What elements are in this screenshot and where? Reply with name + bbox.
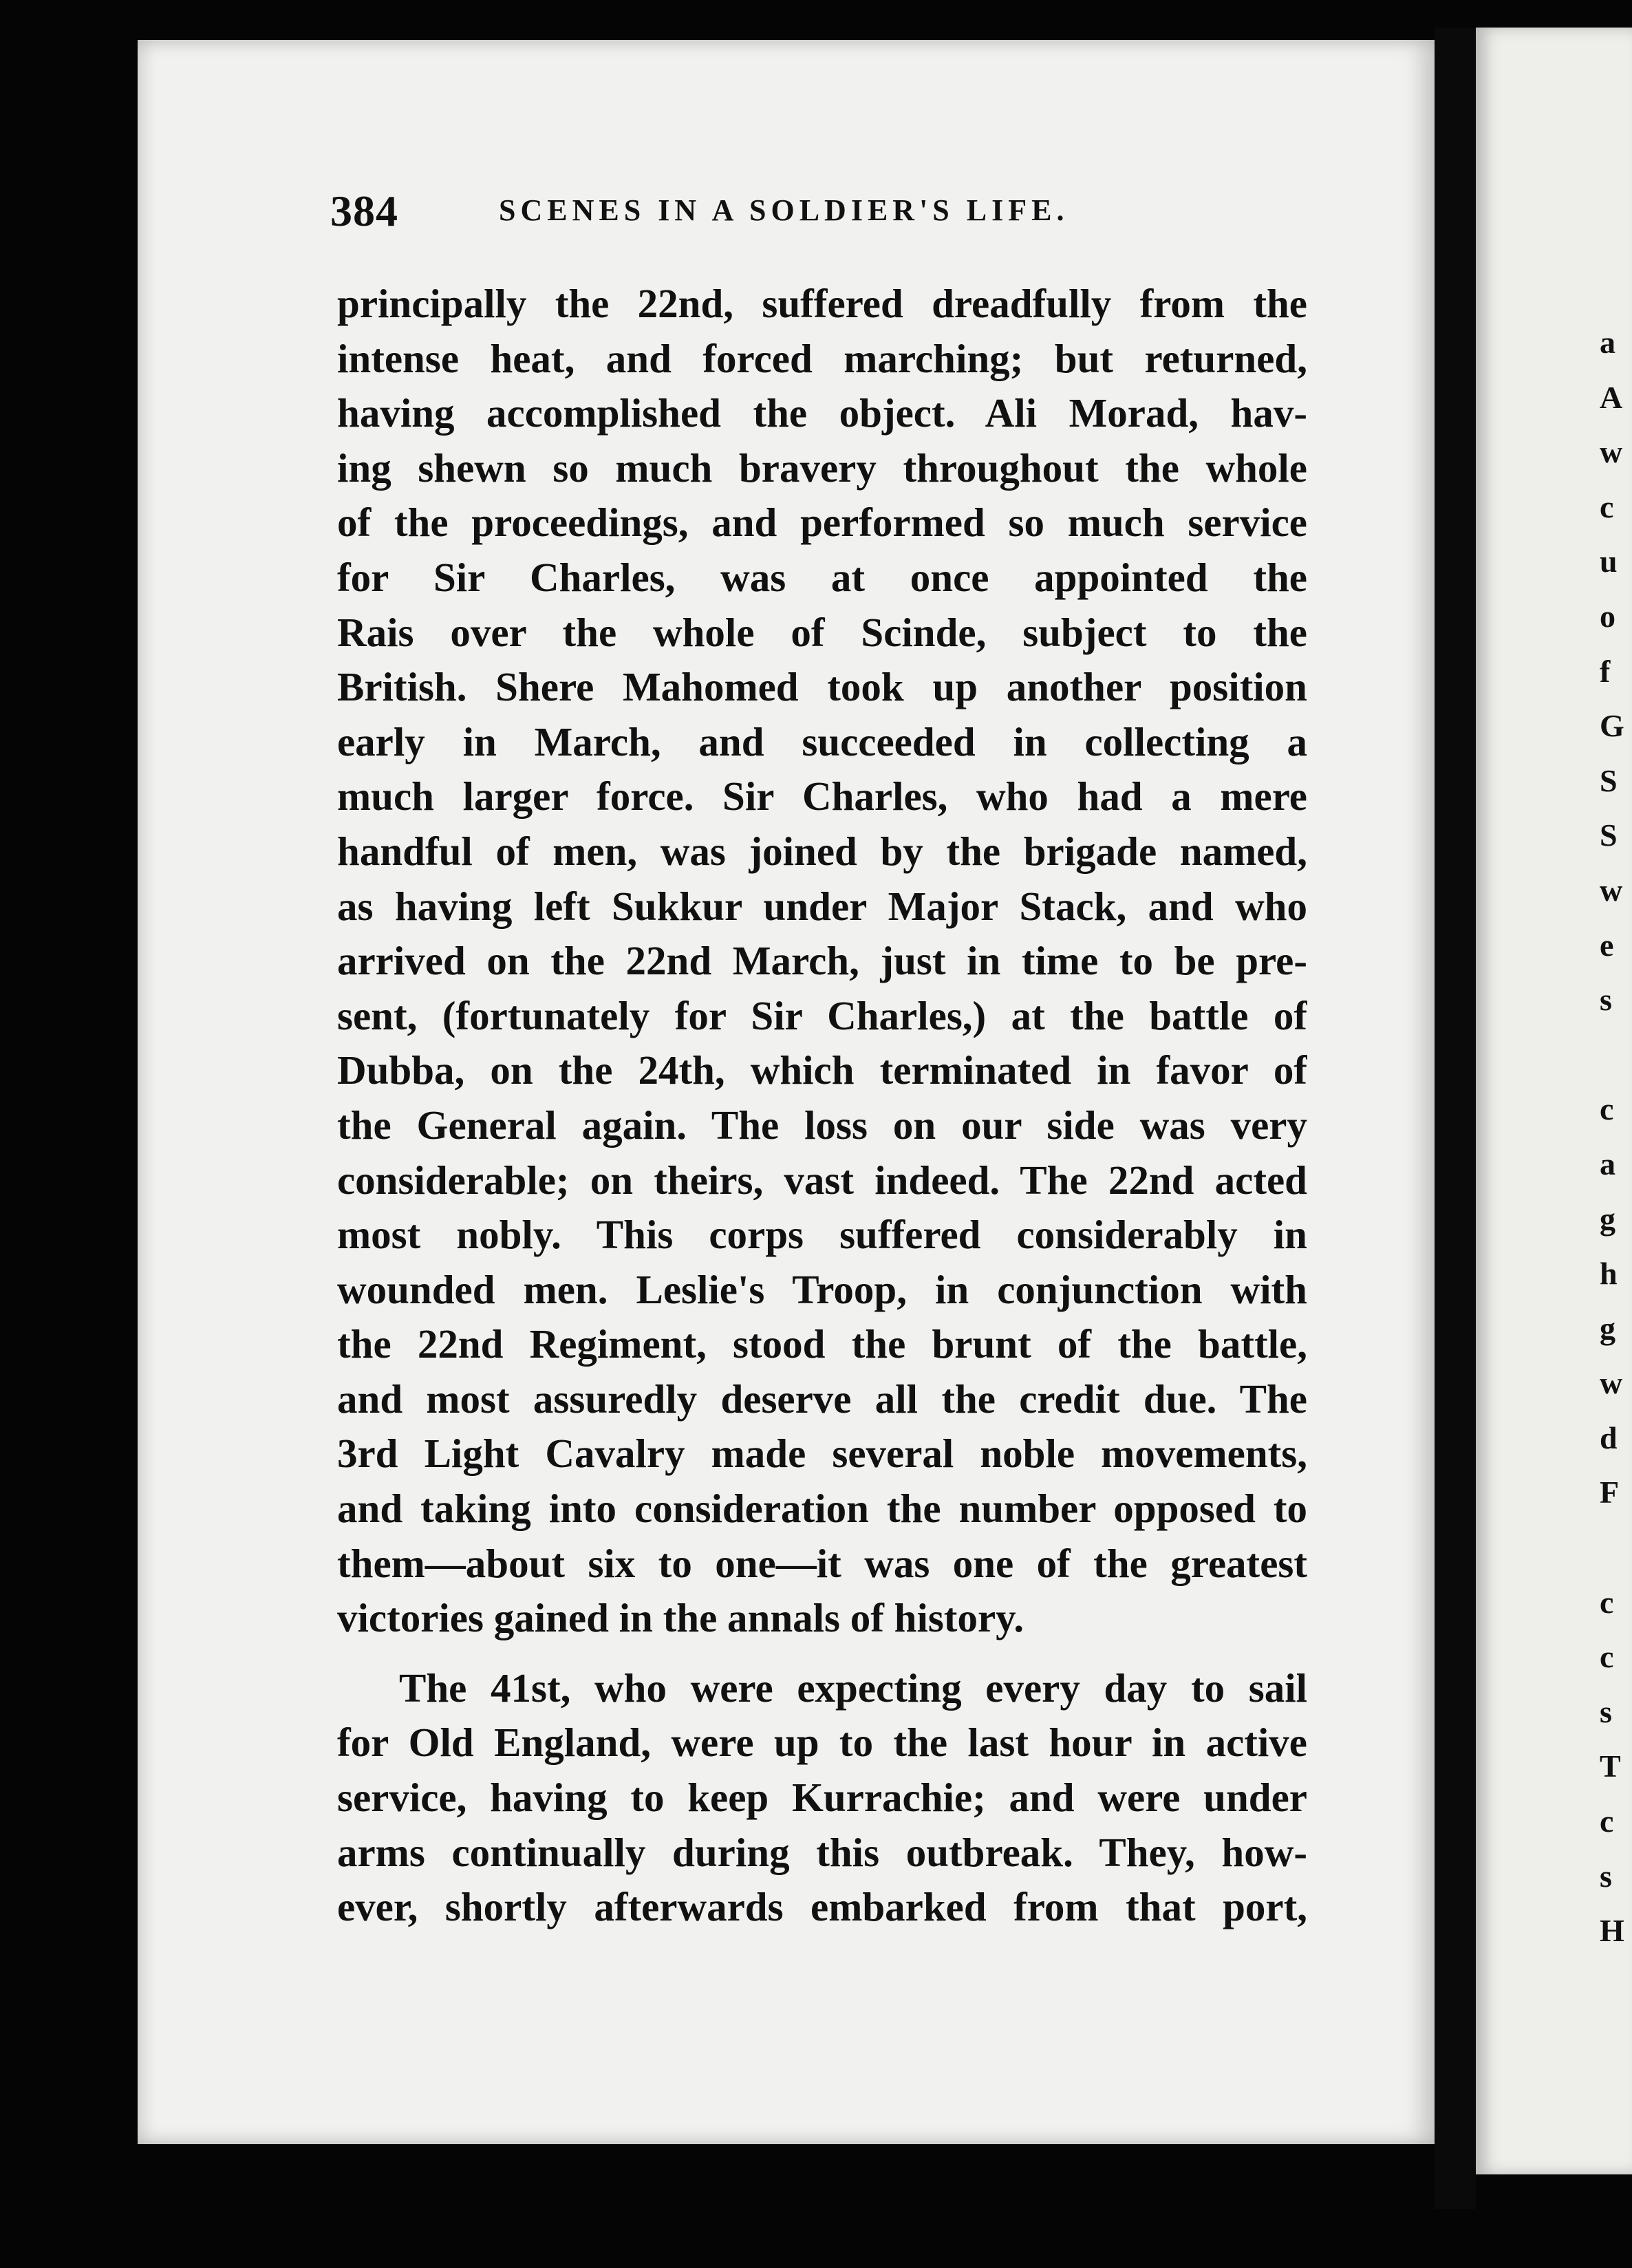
- facing-page-fragment: w: [1600, 1365, 1623, 1401]
- facing-page-fragment: w: [1600, 872, 1623, 908]
- facing-page-fragment: s: [1600, 1693, 1612, 1729]
- page-header: [330, 186, 1142, 248]
- facing-page-fragment: o: [1600, 598, 1615, 634]
- text-line: ing shewn so much bravery throughout the whole: [337, 445, 1307, 491]
- facing-page-fragment: c: [1600, 1091, 1614, 1127]
- facing-page-fragment: T: [1600, 1748, 1621, 1784]
- book-gutter: [1435, 28, 1476, 2209]
- text-line: The 41st, who were expecting every day to sail: [399, 1665, 1307, 1711]
- facing-page-fragment: H: [1600, 1913, 1624, 1949]
- facing-page-fragment: A: [1600, 379, 1623, 415]
- facing-page-fragment: G: [1600, 708, 1624, 744]
- text-line: the 22nd Regiment, stood the brunt of the battle,: [337, 1321, 1307, 1367]
- page-number: 384: [330, 186, 398, 235]
- facing-page-fragment: g: [1600, 1201, 1615, 1237]
- facing-page-fragment: a: [1600, 325, 1615, 360]
- facing-page-fragment: h: [1600, 1256, 1618, 1292]
- facing-page-text-fragments: [1600, 315, 1632, 1958]
- facing-page-fragment: S: [1600, 817, 1618, 853]
- text-line: service, having to keep Kurrachie; and were under: [337, 1775, 1307, 1821]
- facing-page-gap: [1600, 1027, 1632, 1082]
- text-line: early in March, and succeeded in collecting a: [337, 718, 1307, 764]
- text-line: and most assuredly deserve all the credit due. The: [337, 1376, 1307, 1422]
- facing-page-fragment: w: [1600, 434, 1623, 470]
- text-line: British. Shere Mahomed took up another position: [337, 664, 1307, 710]
- facing-page-fragment: a: [1600, 1146, 1615, 1181]
- text-line: as having left Sukkur under Major Stack, and who: [337, 883, 1307, 929]
- text-line: 3rd Light Cavalry made several noble movements,: [337, 1431, 1307, 1477]
- paragraph: [337, 277, 1307, 1646]
- text-line: Dubba, on the 24th, which terminated in favor of: [337, 1047, 1307, 1093]
- text-line: the General again. The loss on our side was very: [337, 1102, 1307, 1148]
- facing-page-fragment: S: [1600, 762, 1618, 798]
- text-line: Rais over the whole of Scinde, subject to the: [337, 609, 1307, 655]
- text-line: handful of men, was joined by the brigade named,: [337, 828, 1307, 874]
- facing-page-fragment: c: [1600, 1804, 1614, 1839]
- text-line: for Old England, were up to the last hour in active: [337, 1720, 1307, 1766]
- paragraph: [337, 1661, 1307, 1935]
- paragraph-gap: [337, 1646, 1307, 1661]
- text-line: arms continually during this outbreak. They, how-: [337, 1829, 1307, 1875]
- facing-page-fragment: u: [1600, 544, 1618, 579]
- text-line: and taking into consideration the number opposed to: [337, 1486, 1307, 1532]
- text-line: principally the 22nd, suffered dreadfully from the: [337, 281, 1307, 326]
- facing-page-fragment: s: [1600, 982, 1612, 1018]
- text-line: sent, (fortunately for Sir Charles,) at the battle of: [337, 992, 1307, 1038]
- text-line: intense heat, and forced marching; but returned,: [337, 335, 1307, 381]
- text-line: ever, shortly afterwards embarked from that port,: [337, 1884, 1307, 1930]
- text-line: most nobly. This corps suffered considerably in: [337, 1212, 1307, 1258]
- facing-page-fragment: g: [1600, 1310, 1615, 1346]
- text-line: victories gained in the annals of history.: [337, 1595, 1024, 1641]
- text-line: for Sir Charles, was at once appointed the: [337, 554, 1307, 600]
- body-text: [337, 277, 1307, 1935]
- facing-page-fragment: c: [1600, 489, 1614, 524]
- text-line: of the proceedings, and performed so much service: [337, 500, 1307, 546]
- facing-page-fragment: f: [1600, 653, 1611, 689]
- facing-page-fragment: d: [1600, 1420, 1618, 1455]
- facing-page-fragment: F: [1600, 1475, 1620, 1510]
- facing-page-fragment: e: [1600, 927, 1614, 963]
- text-line: considerable; on theirs, vast indeed. The 22nd acted: [337, 1157, 1307, 1203]
- text-line: much larger force. Sir Charles, who had a mere: [337, 773, 1307, 820]
- facing-page-gap: [1600, 1520, 1632, 1575]
- running-head: SCENES IN A SOLDIER'S LIFE.: [499, 193, 1069, 227]
- text-line: having accomplished the object. Ali Morad, hav-: [337, 390, 1307, 436]
- text-line: them—about six to one—it was one of the greatest: [337, 1540, 1307, 1586]
- facing-page-fragment: s: [1600, 1858, 1612, 1894]
- facing-page-fragment: c: [1600, 1639, 1614, 1675]
- facing-page-fragment: c: [1600, 1584, 1614, 1620]
- text-line: arrived on the 22nd March, just in time to be pre-: [337, 938, 1307, 984]
- text-line: wounded men. Leslie's Troop, in conjunction with: [337, 1266, 1307, 1312]
